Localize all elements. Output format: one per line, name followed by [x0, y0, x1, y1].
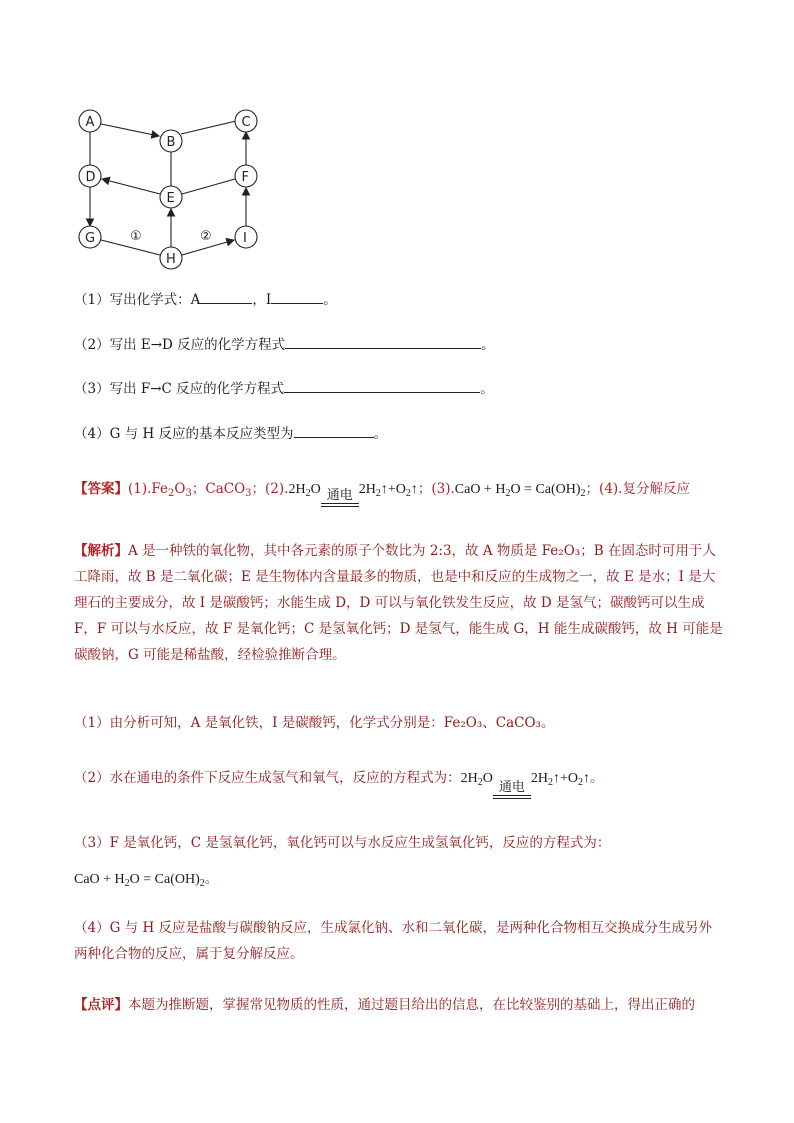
analysis-step-1 [74, 710, 724, 736]
analysis-step-2-text: （2）水在通电的条件下反应生成氢气和氧气，反应的方程式为： [74, 770, 461, 786]
condition-electrolysis: 通电 [321, 489, 359, 511]
blank-e-d [285, 334, 481, 349]
analysis-step-4-text: （4）G 与 H 反应是盐酸与碳酸钠反应，生成氯化钠、水和二氧化碳，是两种化合物相互交换成分生成另外两种化合物的反应，属于复分解反应。 [74, 920, 713, 962]
analysis-step-3 [74, 830, 724, 856]
analysis-step-1-text: （1）由分析可知，A 是氧化铁，I 是碳酸钙，化学式分别是：Fe₂O₃、CaCO₃。 [74, 715, 555, 731]
analysis-body: A 是一种铁的氧化物，其中各元素的原子个数比为 2:3，故 A 物质是 Fe₂O₃；B 在固态时可用于人工降雨，故 B 是二氧化碳；E 是生物体内含量最多的物质，也是中和反应的生成物之一，故 E 是水；I 是大理石的主要成分，故 I 是碳酸钙；水能生成 D，D 可以与氧化铁发生反应，故 D 是氢气；碳酸钙可以生成 F，F 可以与水反应，故 F 是氧化钙；C 是氢氧化钙；D 是氢气，能生成 G，H 能生成碳酸钙，故 H 可能是碳酸钠，G 可能是稀盐酸，经检验推断合理。 [74, 543, 723, 663]
blank-a [200, 289, 252, 304]
answer-part-4: ；(4).复分解反应 [585, 481, 690, 497]
analysis-equation-1: $2H_2O$ 通电 $2H_2↑+O_2↑$ [461, 771, 590, 786]
node-c [235, 110, 257, 132]
node-f [235, 165, 257, 187]
node-b [160, 130, 182, 152]
node-a [79, 110, 101, 132]
svg-text:A: A [85, 115, 95, 130]
answer-equation-1: $2H_2O$ 通电 $2H_2↑+O_2↑$ [288, 482, 417, 497]
node-g [79, 226, 101, 248]
blank-i [271, 289, 323, 304]
question-2-suffix: 。 [481, 337, 495, 353]
question-1-text: （1）写出化学式：A [74, 292, 201, 308]
svg-text:E: E [166, 191, 175, 206]
question-1 [74, 289, 337, 310]
svg-text:I: I [243, 231, 247, 246]
question-3 [74, 378, 494, 399]
analysis-paragraph [74, 538, 724, 668]
question-4-text: （4）G 与 H 反应的基本反应类型为 [74, 426, 294, 442]
svg-text:D: D [85, 170, 96, 185]
answer-line [74, 472, 690, 506]
answer-text: $(1).Fe_2O_3$；CaCO$_3$；(2). [128, 481, 289, 499]
blank-f-c [284, 378, 480, 393]
question-2-text: （2）写出 E→D 反应的化学方程式 [74, 337, 286, 353]
svg-text:C: C [241, 115, 251, 130]
annotation-2 [200, 229, 212, 244]
question-4-suffix: 。 [373, 426, 388, 442]
svg-text:F: F [241, 170, 249, 185]
node-h [160, 247, 182, 269]
analysis-equation-2: CaO + $H_2O = Ca(OH)_2$ [74, 872, 205, 889]
svg-text:①: ① [130, 229, 142, 244]
svg-text:B: B [166, 135, 176, 150]
svg-text:G: G [85, 231, 96, 246]
annotation-1 [130, 229, 142, 244]
node-e [160, 186, 182, 208]
answer-tag: 【答案】 [74, 481, 128, 497]
comment-tag: 【点评】 [74, 997, 128, 1013]
edge-e-f [182, 179, 235, 194]
analysis-step-2: （2）水在通电的条件下反应生成氢气和氧气，反应的方程式为：$2H_2O$ 通电 $2H_2↑+O_2↑$。 [74, 758, 724, 798]
node-i [235, 226, 257, 248]
svg-text:②: ② [200, 229, 212, 244]
edge-e-d [102, 179, 160, 194]
reaction-diagram-svg [70, 100, 270, 275]
svg-text:H: H [166, 252, 176, 267]
question-1-mid: ，I [252, 292, 272, 308]
analysis-tag: 【解析】 [74, 543, 128, 559]
answer-sep-3: ；(3). [417, 481, 455, 497]
analysis-equation-2-line: CaO + $H_2O = Ca(OH)_2$。 [74, 871, 219, 889]
question-2 [74, 334, 495, 355]
reaction-diagram [70, 100, 270, 275]
analysis-step-4 [74, 915, 724, 967]
comment-body: 本题为推断题，掌握常见物质的性质，通过题目给出的信息，在比较鉴别的基础上，得出正确的 [128, 997, 695, 1013]
question-3-text: （3）写出 F→C 反应的化学方程式 [74, 381, 285, 397]
blank-reaction-type [294, 423, 374, 438]
node-d [79, 165, 101, 187]
question-1-suffix: 。 [323, 292, 337, 308]
analysis-step-3-text: （3）F 是氧化钙，C 是氢氧化钙，氧化钙可以与水反应生成氢氧化钙，反应的方程式为： [74, 835, 611, 851]
edge-b-c [181, 121, 236, 134]
condition-electrolysis-2: 通电 [493, 781, 531, 803]
answer-equation-2: CaO + $H_2O = Ca(OH)_2$ [454, 482, 586, 499]
question-3-suffix: 。 [480, 381, 494, 397]
comment-paragraph [74, 992, 724, 1018]
question-4 [74, 423, 387, 444]
edge-a-b [101, 124, 159, 136]
